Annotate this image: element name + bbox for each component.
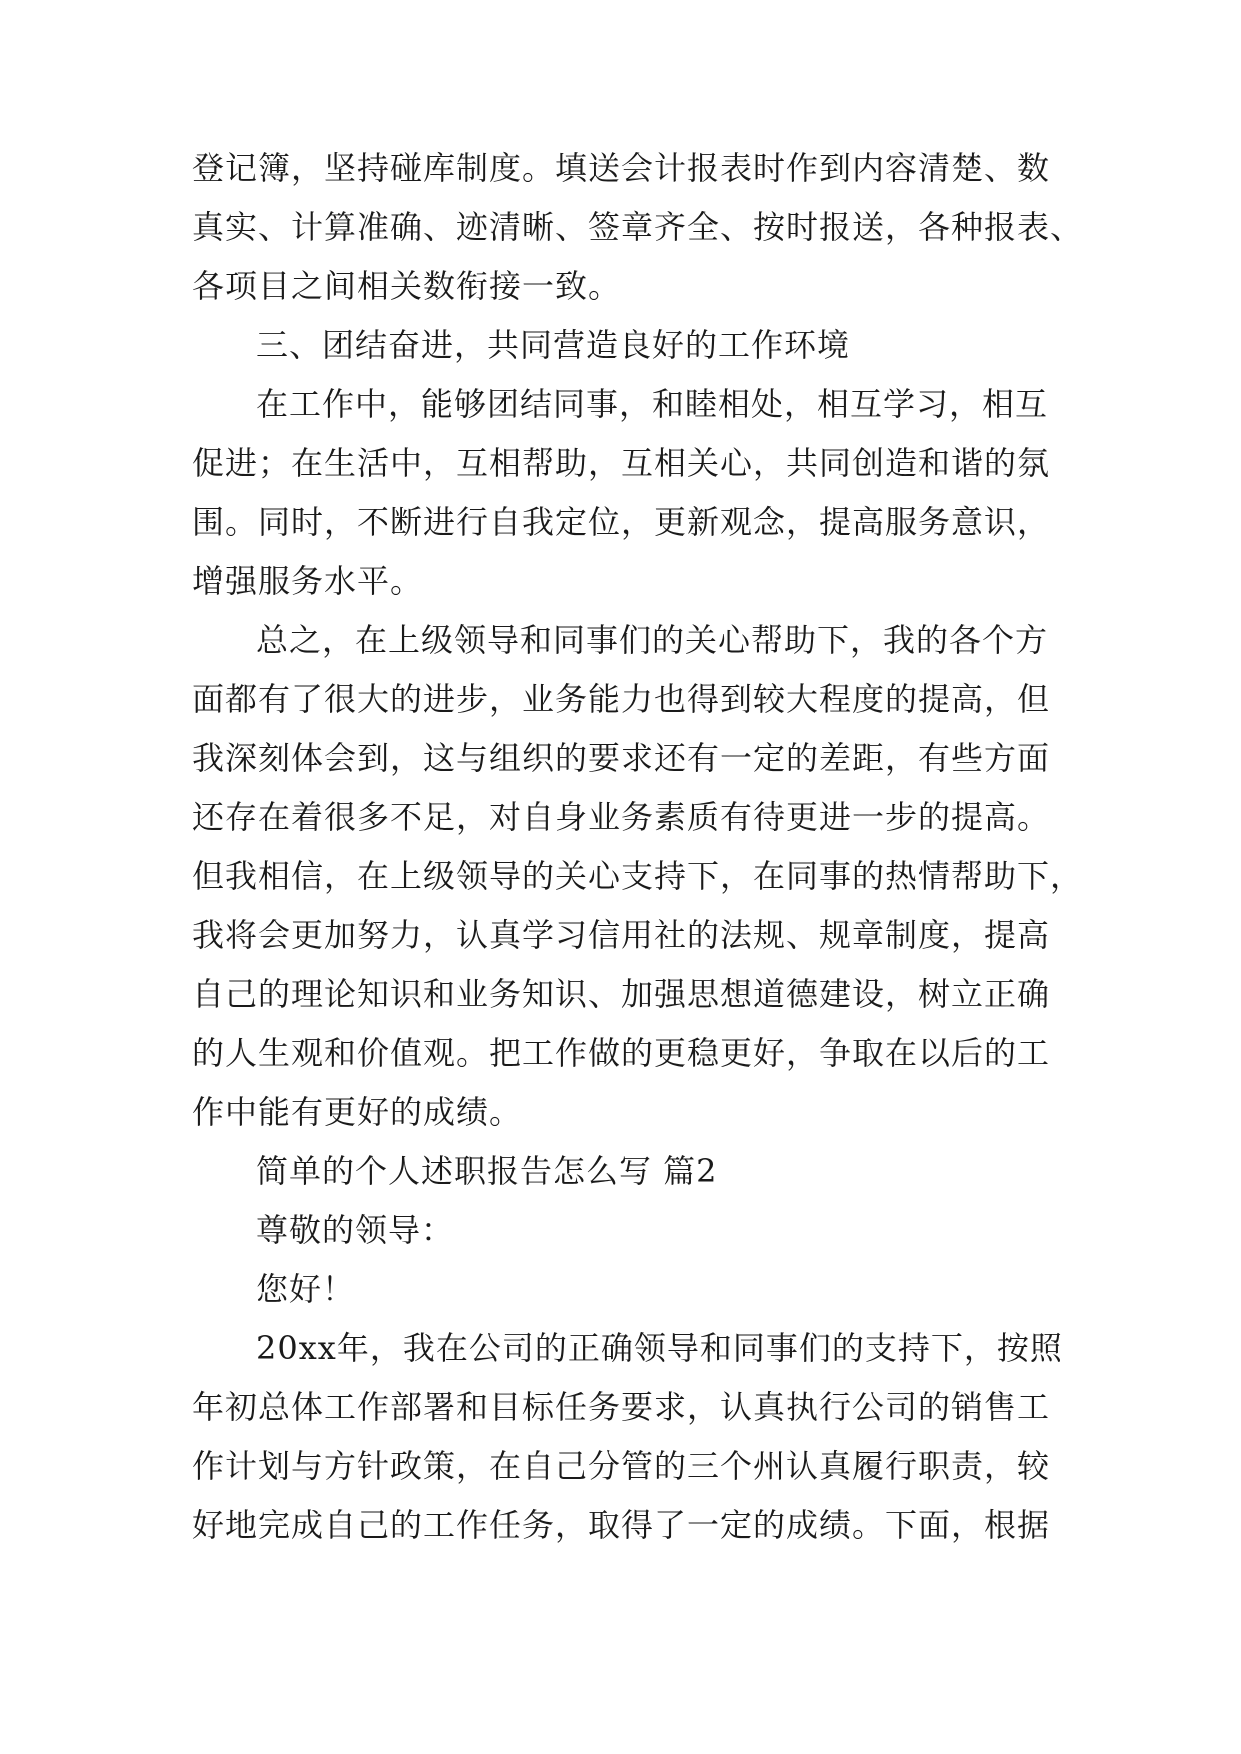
greeting: 您好！: [256, 1270, 356, 1308]
text-line: 作计划与方针政策，在自己分管的三个州认真履行职责，较: [192, 1447, 1051, 1485]
text-line: 围。同时，不断进行自我定位，更新观念，提高服务意识，: [192, 503, 1051, 541]
text-line: 我将会更加努力，认真学习信用社的法规、规章制度，提高: [192, 916, 1051, 954]
text-line: 登记簿，坚持碰库制度。填送会计报表时作到内容清楚、数: [192, 149, 1051, 187]
text-line: 真实、计算准确、迹清晰、签章齐全、按时报送，各种报表、: [192, 208, 1084, 246]
text-line: 各项目之间相关数衔接一致。: [192, 267, 622, 305]
text-line: 20xx年，我在公司的正确领导和同事们的支持下，按照: [256, 1329, 1063, 1367]
section-title: 简单的个人述职报告怎么写 篇2: [256, 1152, 718, 1190]
text-line: 我深刻体会到，这与组织的要求还有一定的差距，有些方面: [192, 739, 1051, 777]
text-line: 年初总体工作部署和目标任务要求，认真执行公司的销售工: [192, 1388, 1051, 1426]
text-line: 面都有了很大的进步，业务能力也得到较大程度的提高，但: [192, 680, 1051, 718]
text-line: 自己的理论知识和业务知识、加强思想道德建设，树立正确: [192, 975, 1051, 1013]
section-heading: 三、团结奋进，共同营造良好的工作环境: [256, 326, 851, 364]
text-line: 作中能有更好的成绩。: [192, 1093, 523, 1131]
text-line: 在工作中，能够团结同事，和睦相处，相互学习，相互: [256, 385, 1049, 423]
salutation: 尊敬的领导：: [256, 1211, 455, 1249]
text-line: 的人生观和价值观。把工作做的更稳更好，争取在以后的工: [192, 1034, 1051, 1072]
text-line: 增强服务水平。: [192, 562, 424, 600]
text-line: 促进；在生活中，互相帮助，互相关心，共同创造和谐的氛: [192, 444, 1051, 482]
text-line: 但我相信，在上级领导的关心支持下，在同事的热情帮助下，: [192, 857, 1084, 895]
text-line: 总之，在上级领导和同事们的关心帮助下，我的各个方: [256, 621, 1049, 659]
text-line: 还存在着很多不足，对自身业务素质有待更进一步的提高。: [192, 798, 1051, 836]
text-line: 好地完成自己的工作任务，取得了一定的成绩。下面，根据: [192, 1506, 1051, 1544]
